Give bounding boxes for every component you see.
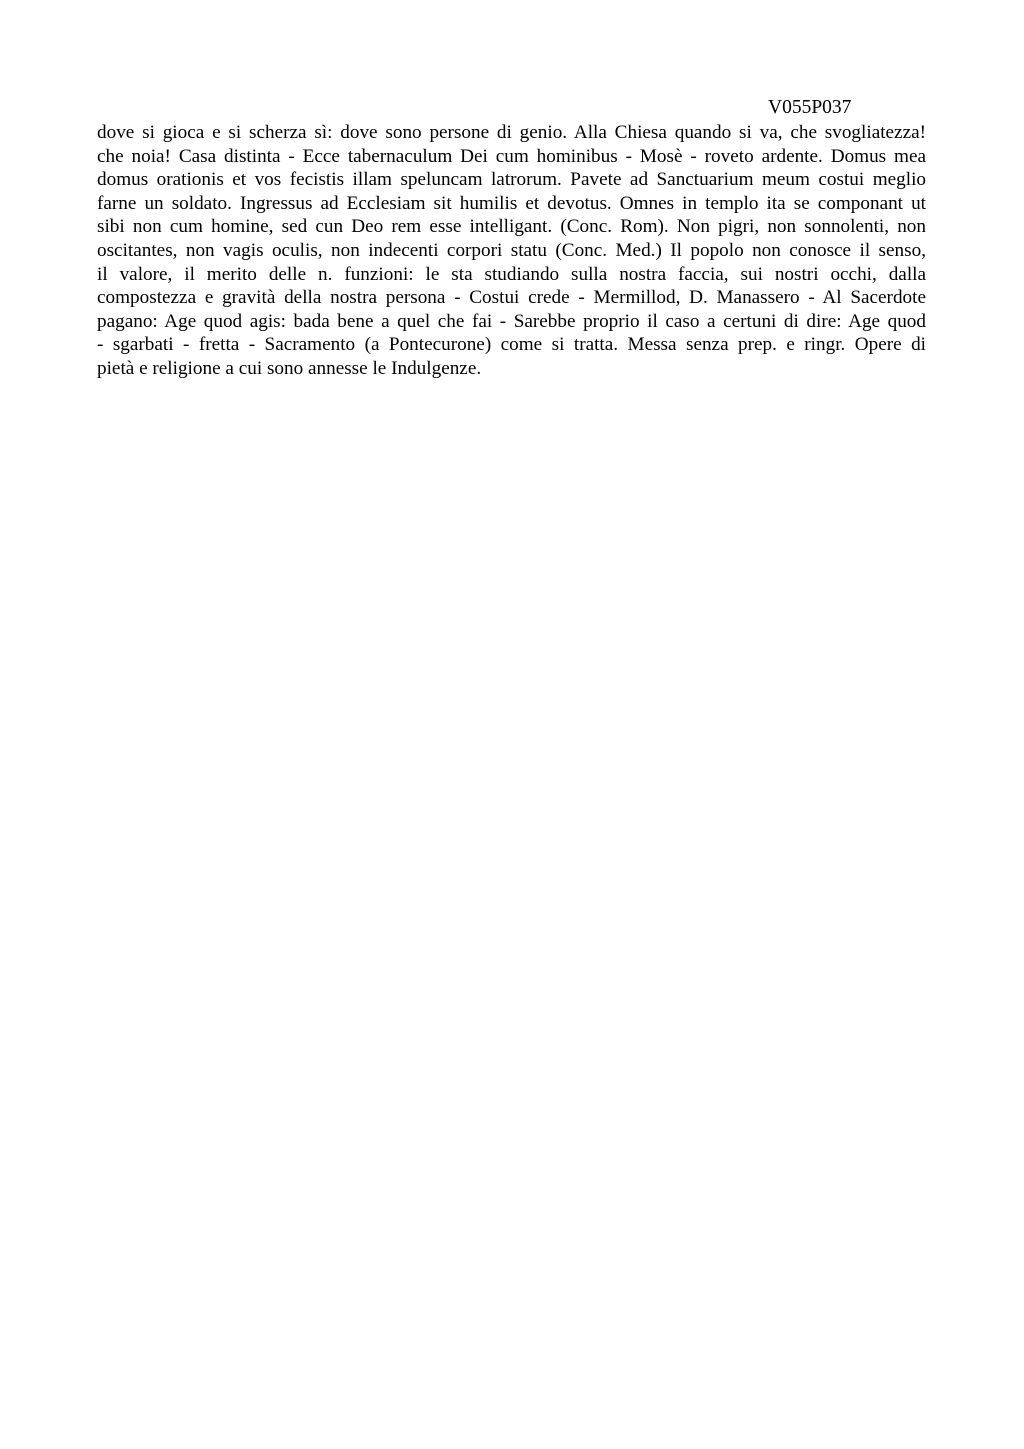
body-paragraph xyxy=(97,121,926,381)
text-line: - sgarbati - fretta - Sacramento (a Pontecurone) come si tratta. Messa senza prep. e ringr. Opere di xyxy=(97,334,926,356)
text-line: farne un soldato. Ingressus ad Ecclesiam sit humilis et devotus. Omnes in templo ita se componant ut xyxy=(97,192,926,214)
text-line: compostezza e gravità della nostra persona - Costui crede - Mermillod, D. Manassero - Al Sacerdote xyxy=(97,287,926,309)
text-line: il valore, il merito delle n. funzioni: le sta studiando sulla nostra faccia, sui nostri occhi, dalla xyxy=(97,263,926,285)
text-line: sibi non cum homine, sed cun Deo rem esse intelligant. (Conc. Rom). Non pigri, non sonnolenti, non xyxy=(97,216,926,238)
text-line: pagano: Age quod agis: bada bene a quel che fai - Sarebbe proprio il caso a certuni di dire: Age quod xyxy=(97,310,926,332)
page-reference: V055P037 xyxy=(768,97,852,118)
text-line: domus orationis et vos fecistis illam speluncam latrorum. Pavete ad Sanctuarium meum costui meglio xyxy=(97,169,926,191)
text-line: che noia! Casa distinta - Ecce tabernaculum Dei cum hominibus - Mosè - roveto ardente. Domus mea xyxy=(97,145,926,167)
text-line: dove si gioca e si scherza sì: dove sono persone di genio. Alla Chiesa quando si va, che svogliatezza! xyxy=(97,122,926,143)
text-line: pietà e religione a cui sono annesse le Indulgenze. xyxy=(97,357,482,379)
text-line: oscitantes, non vagis oculis, non indecenti corpori statu (Conc. Med.) Il popolo non conosce il senso, xyxy=(97,239,926,261)
